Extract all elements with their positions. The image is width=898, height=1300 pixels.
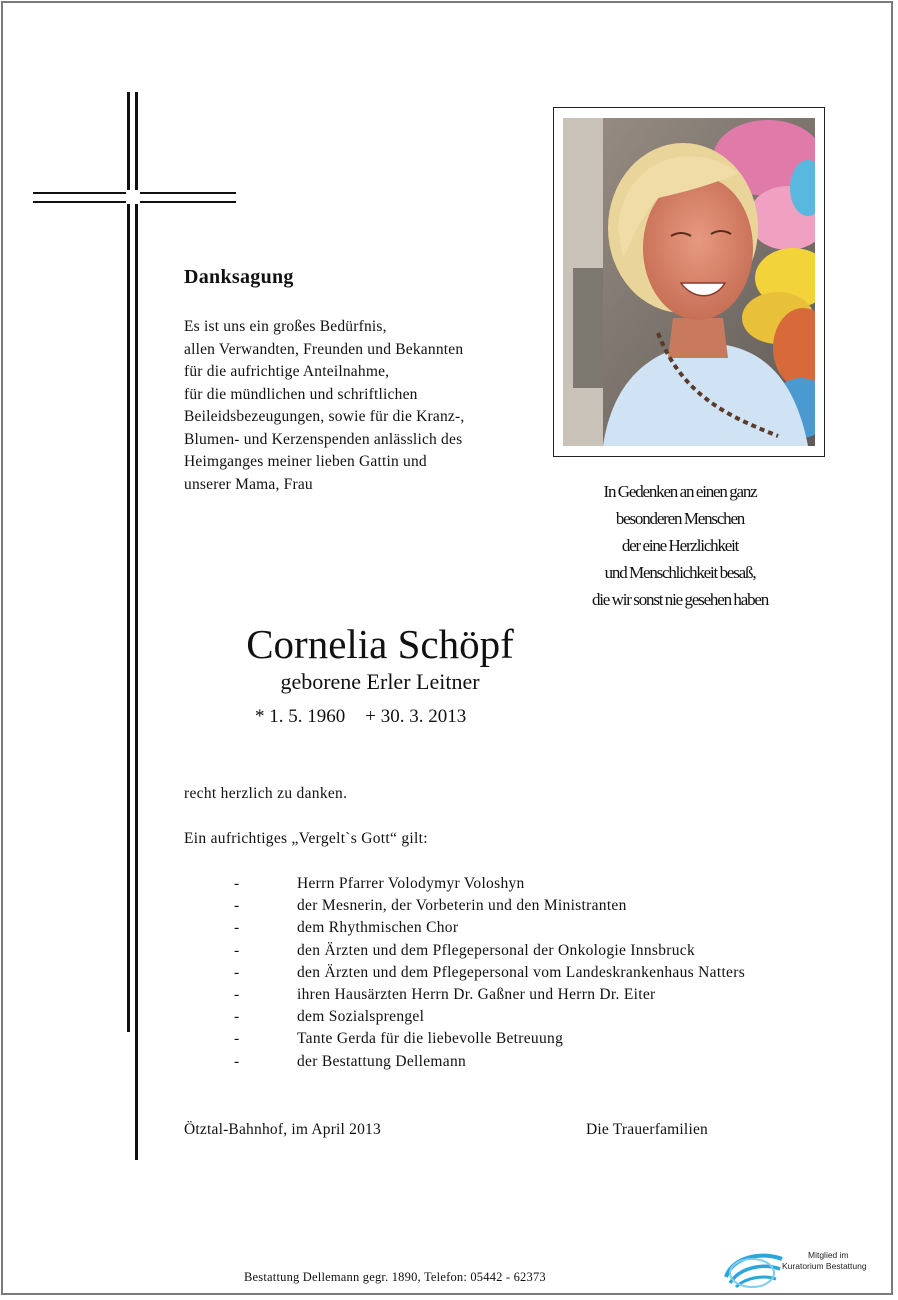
quote-line: der eine Herzlichkeit — [621, 536, 739, 555]
list-item-text: dem Sozialsprengel — [297, 1008, 425, 1026]
list-marker: - — [234, 897, 240, 915]
list-item — [234, 984, 814, 1006]
birth-date: * 1. 5. 1960 — [255, 706, 346, 727]
list-item — [234, 895, 814, 917]
intro-line: für die aufrichtige Anteilnahme, — [184, 363, 390, 380]
thanks-list — [234, 873, 814, 1073]
list-marker: - — [234, 963, 240, 981]
swirl-logo-icon — [722, 1247, 786, 1291]
list-item-text: dem Rhythmischen Chor — [297, 919, 459, 937]
list-item — [234, 1051, 814, 1073]
list-marker: - — [234, 1030, 240, 1048]
list-item-text: den Ärzten und dem Pflegepersonal der Onkologie Innsbruck — [297, 941, 696, 959]
quote-line: die wir sonst nie gesehen haben — [591, 590, 769, 609]
heading: Danksagung — [184, 266, 294, 288]
intro-text — [184, 316, 544, 496]
undertaker-info: Bestattung Dellemann gegr. 1890, Telefon: 05442 - 62373 — [244, 1270, 546, 1284]
vergelts-gott-line: Ein aufrichtiges „Vergelt`s Gott“ gilt: — [184, 830, 428, 847]
family-signature: Die Trauerfamilien — [586, 1121, 708, 1138]
place-date: Ötztal-Bahnhof, im April 2013 — [184, 1121, 381, 1138]
cross-center — [126, 190, 140, 204]
death-date: + 30. 3. 2013 — [365, 706, 467, 727]
list-item — [234, 1006, 814, 1028]
intro-line: Beileidsbezeugungen, sowie für die Kranz-, — [184, 408, 465, 425]
list-item-text: den Ärzten und dem Pflegepersonal vom Landeskrankenhaus Natters — [297, 963, 746, 981]
intro-line: Es ist uns ein großes Bedürfnis, — [184, 318, 387, 335]
logo-text-line1: Mitglied im — [808, 1250, 849, 1260]
list-marker: - — [234, 875, 240, 892]
list-item — [234, 962, 814, 984]
list-item — [234, 1028, 814, 1050]
maiden-name: geborene Erler Leitner — [280, 669, 480, 694]
memorial-quote — [545, 478, 815, 613]
list-item — [234, 917, 814, 939]
intro-line: Heimganges meiner lieben Gattin und — [184, 453, 427, 470]
portrait-photo — [563, 118, 815, 446]
intro-line: allen Verwandten, Freunden und Bekannten — [184, 340, 464, 358]
list-item-text: Herrn Pfarrer Volodymyr Voloshyn — [297, 875, 525, 892]
intro-line: Blumen- und Kerzenspenden anlässlich des — [184, 430, 463, 448]
list-item-text: ihren Hausärzten Herrn Dr. Gaßner und Herrn Dr. Eiter — [297, 986, 656, 1004]
thanks-line: recht herzlich zu danken. — [184, 785, 348, 802]
list-marker: - — [234, 919, 240, 937]
list-item-text: der Bestattung Dellemann — [297, 1052, 467, 1070]
logo-text-line2: Kuratorium Bestattung — [782, 1261, 867, 1271]
list-marker: - — [234, 1052, 240, 1070]
list-marker: - — [234, 941, 240, 959]
list-marker: - — [234, 1008, 240, 1026]
list-marker: - — [234, 986, 240, 1004]
kuratorium-logo — [722, 1247, 872, 1291]
portrait-frame — [553, 107, 825, 457]
quote-line: besonderen Menschen — [615, 509, 745, 528]
intro-line: unserer Mama, Frau — [184, 475, 313, 493]
intro-line: für die mündlichen und schriftlichen — [184, 385, 418, 403]
cross-vertical-line — [127, 92, 130, 1032]
list-item — [234, 873, 814, 895]
list-item-text: der Mesnerin, der Vorbeterin und den Ministranten — [297, 897, 627, 915]
list-item-text: Tante Gerda für die liebevolle Betreuung — [297, 1030, 564, 1048]
deceased-name: Cornelia Schöpf — [246, 621, 514, 667]
quote-line: In Gedenken an einen ganz — [603, 482, 757, 501]
life-dates — [255, 704, 466, 730]
cross-vertical-line — [135, 92, 138, 1160]
quote-line: und Menschlichkeit besaß, — [604, 563, 756, 582]
list-item — [234, 940, 814, 962]
